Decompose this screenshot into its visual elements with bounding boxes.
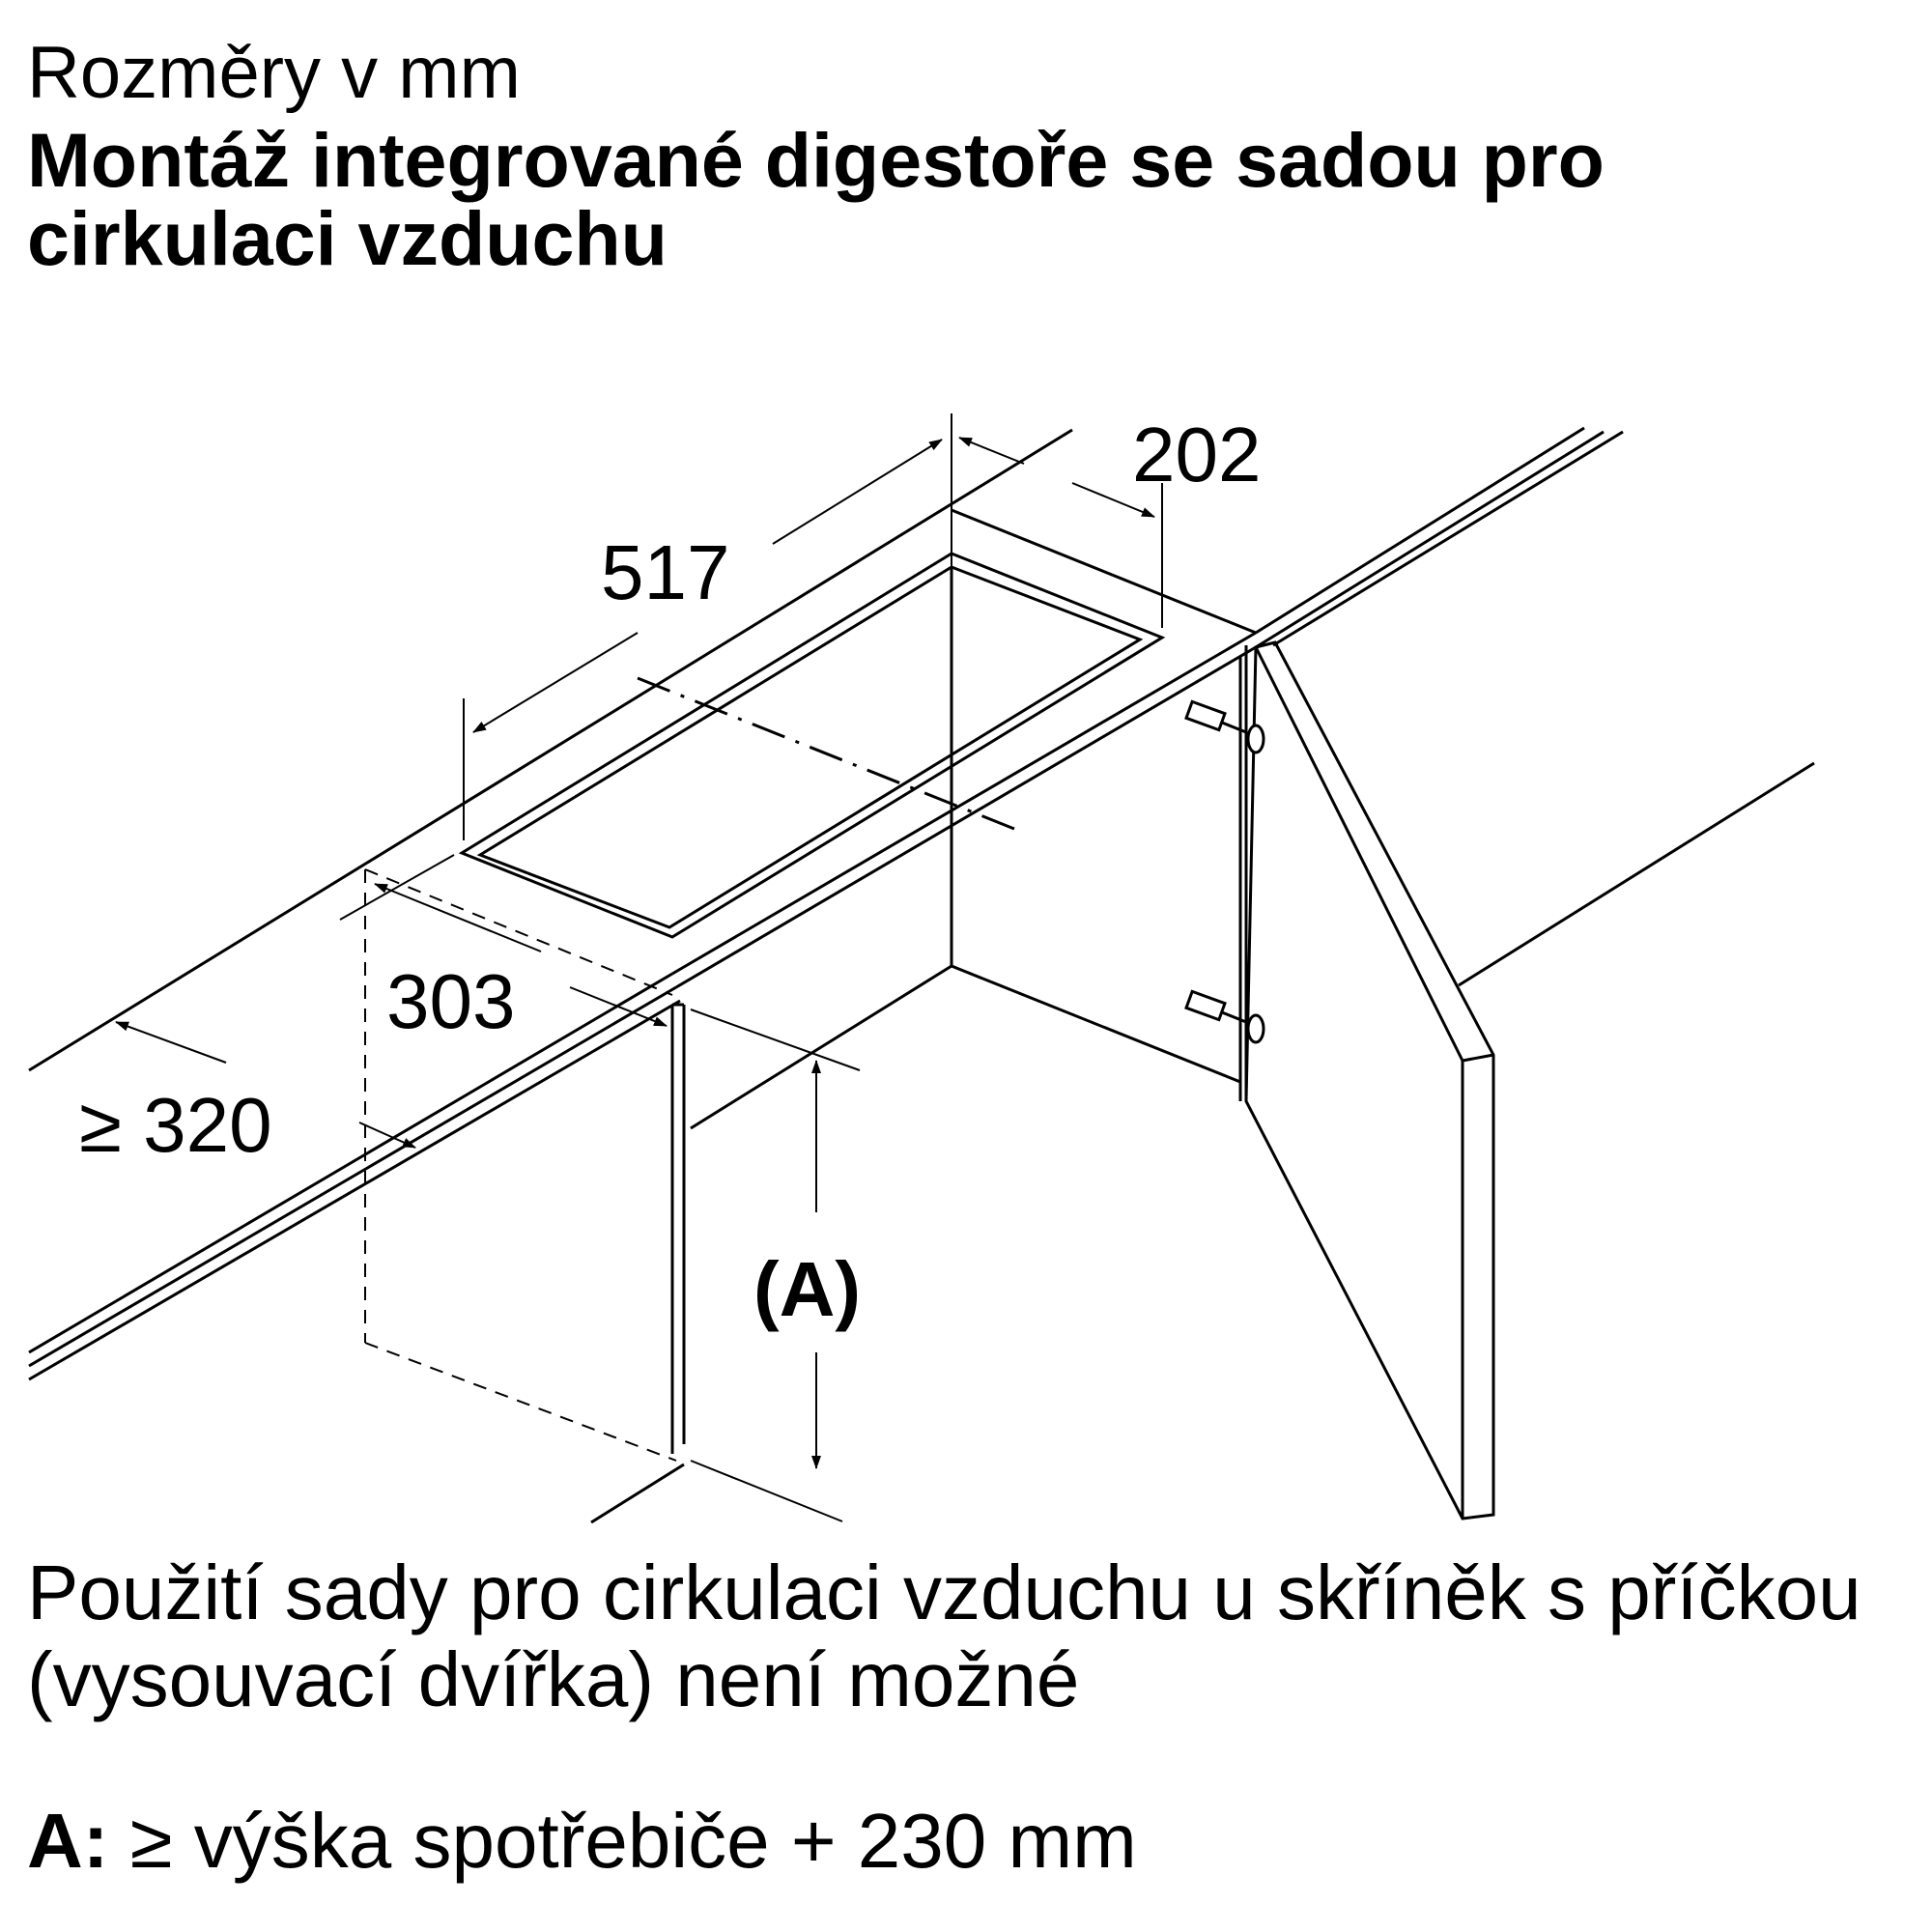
requirement-key: A:	[27, 1798, 109, 1884]
dim-517-label: 517	[601, 529, 730, 615]
dim-202-label: 202	[1132, 412, 1262, 497]
units-line: Rozměry v mm	[27, 32, 521, 114]
requirement-value: ≥ výška spotřebiče + 230 mm	[129, 1798, 1137, 1884]
usage-note: Použití sady pro cirkulaci vzduchu u skříněk s příčkou (vysouvací dvířka) není možné	[27, 1549, 1861, 1723]
dim-303-label: 303	[386, 958, 516, 1044]
dim-320-label: ≥ 320	[79, 1082, 272, 1168]
cabinet-outline	[29, 428, 1814, 1522]
dimension-labels	[79, 412, 1261, 1332]
requirement-line	[27, 1798, 1137, 1884]
page-title: Montáž integrované digestoře se sadou pro cirkulaci vzduchu	[27, 117, 1605, 281]
dim-a-label: (A)	[753, 1246, 862, 1332]
